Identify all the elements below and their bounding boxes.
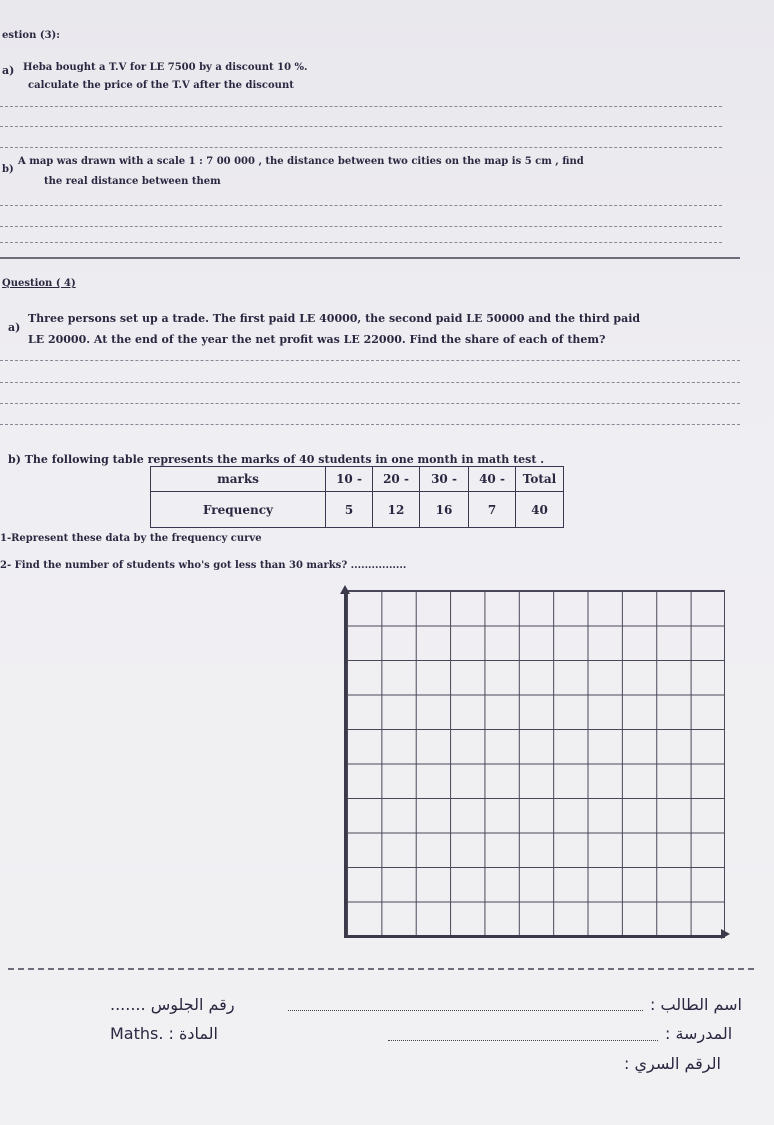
q4a-line1: Three persons set up a trade. The first paid LE 40000, the second paid LE 50000 and the third paid	[28, 312, 641, 325]
table-cell: Frequency	[151, 492, 326, 528]
q3a-label: a)	[2, 64, 15, 77]
answer-line	[0, 226, 722, 227]
table-cell: 10 -	[326, 467, 373, 492]
q4a-line2: LE 20000. At the end of the year the net profit was LE 22000. Find the share of each of them?	[28, 333, 606, 346]
student-name-label: اسم الطالب :	[650, 995, 742, 1014]
answer-line	[0, 403, 740, 404]
table-cell: marks	[151, 467, 326, 492]
question-4-header: Question ( 4)	[2, 278, 76, 289]
table-cell: 12	[373, 492, 420, 528]
table-cell: Total	[516, 467, 564, 492]
table-cell: 20 -	[373, 467, 420, 492]
name-fill-line	[288, 1010, 643, 1011]
question-3-header: estion (3):	[2, 30, 60, 41]
q4b-task1: 1-Represent these data by the frequency curve	[0, 533, 262, 544]
serial-number-label: الرقم السري :	[624, 1054, 721, 1073]
q4a-label: a)	[8, 321, 21, 334]
section-divider	[0, 257, 740, 259]
answer-line	[0, 424, 740, 425]
school-label: المدرسة :	[665, 1024, 733, 1043]
q3a-line2: calculate the price of the T.V after the discount	[28, 80, 294, 91]
answer-line	[0, 382, 740, 383]
answer-line	[0, 126, 722, 127]
table-cell: 7	[469, 492, 516, 528]
q3b-line2: the real distance between them	[44, 176, 221, 187]
footer-divider	[8, 968, 754, 970]
q4b-task2: 2- Find the number of students who's got less than 30 marks? ................	[0, 560, 407, 571]
table-cell: 30 -	[420, 467, 469, 492]
graph-paper-grid	[344, 590, 725, 938]
answer-line	[0, 242, 722, 243]
seat-number-label: رقم الجلوس .......	[110, 995, 235, 1014]
q3b-line1: A map was drawn with a scale 1 : 7 00 000 , the distance between two cities on the map is 5 cm , find	[18, 156, 584, 167]
grid-lines	[347, 590, 725, 935]
answer-line	[0, 360, 740, 361]
table-cell: 40	[516, 492, 564, 528]
q3a-line1: Heba bought a T.V for LE 7500 by a discount 10 %.	[23, 62, 308, 73]
q4b-intro: b) The following table represents the marks of 40 students in one month in math test .	[8, 453, 545, 466]
school-fill-line	[388, 1040, 658, 1041]
subject-label: Maths. : المادة	[110, 1024, 218, 1043]
answer-line	[0, 205, 722, 206]
table-row	[151, 492, 564, 528]
table-cell: 16	[420, 492, 469, 528]
q3b-label: b)	[2, 164, 14, 175]
answer-line	[0, 106, 722, 107]
table-row	[151, 467, 564, 492]
frequency-table	[150, 466, 564, 528]
x-axis-arrow	[721, 929, 730, 939]
answer-line	[0, 147, 722, 148]
table-cell: 40 -	[469, 467, 516, 492]
table-cell: 5	[326, 492, 373, 528]
y-axis-arrow	[340, 585, 350, 594]
